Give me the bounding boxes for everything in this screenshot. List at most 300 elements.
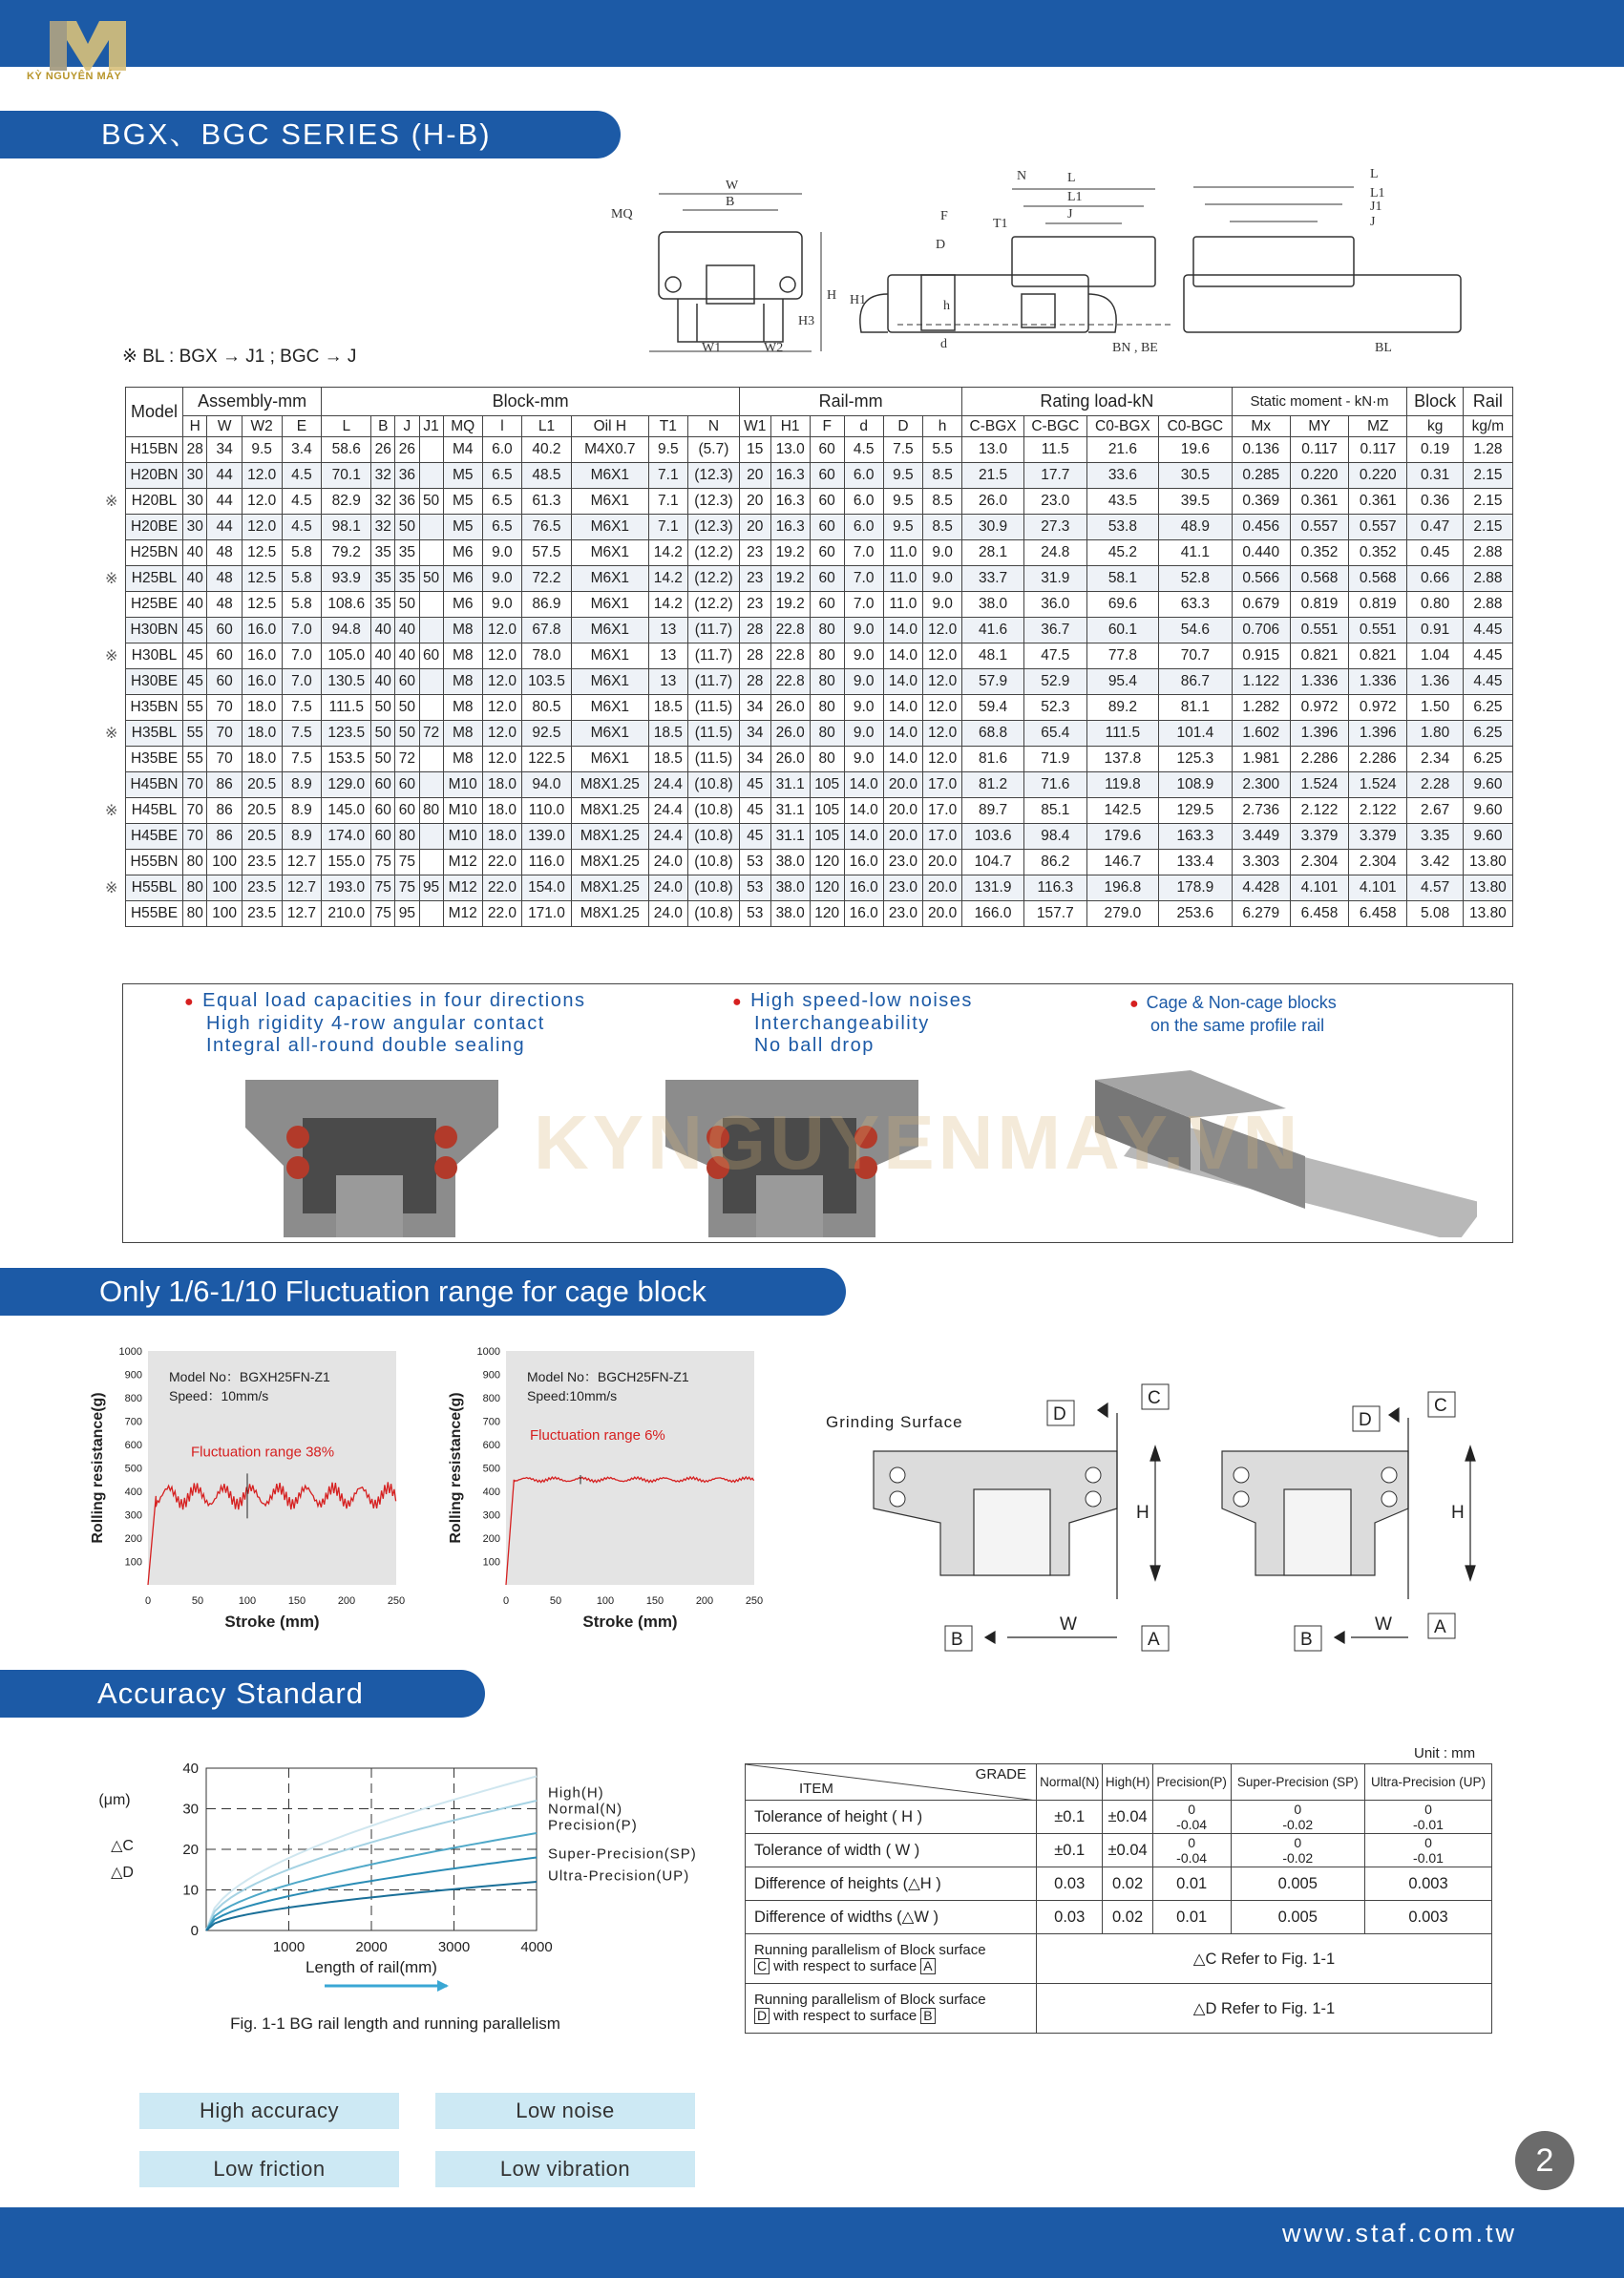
parallelism-text: with respect to surface — [773, 2008, 917, 2024]
table-cell: 70 — [183, 772, 207, 798]
table-cell: 50 — [395, 695, 419, 721]
table-cell: 12.7 — [282, 901, 322, 927]
table-cell: 23.5 — [242, 901, 282, 927]
table-cell: 18.5 — [648, 695, 687, 721]
column-header: B — [371, 416, 395, 437]
table-cell: 0.005 — [1231, 1901, 1364, 1934]
table-cell: 50 — [371, 695, 395, 721]
series-label: Precision(P) — [548, 1817, 638, 1834]
table-cell: 0.03 — [1037, 1901, 1103, 1934]
table-cell: 36 — [395, 463, 419, 489]
table-cell: 75 — [371, 901, 395, 927]
table-cell: 93.9 — [322, 566, 371, 592]
table-cell: 108.6 — [322, 592, 371, 618]
table-cell: 12.0 — [482, 695, 521, 721]
table-cell: 0.01 — [1152, 1867, 1231, 1901]
column-header: Oil H — [571, 416, 648, 437]
table-cell: 21.6 — [1086, 437, 1158, 463]
table-cell: M6X1 — [571, 592, 648, 618]
table-cell: 22.8 — [770, 669, 810, 695]
table-row — [126, 669, 1513, 695]
column-header: E — [282, 416, 322, 437]
table-cell: 67.8 — [522, 618, 572, 643]
table-cell: 92.5 — [522, 721, 572, 747]
table-cell: 13.0 — [770, 437, 810, 463]
table-cell: 38.0 — [770, 875, 810, 901]
x-tick-label: 0 — [502, 1595, 510, 1607]
website-link[interactable]: www.staf.com.tw — [1281, 2219, 1517, 2247]
table-cell: 0 -0.01 — [1364, 1834, 1491, 1867]
table-cell: M8 — [443, 747, 482, 772]
table-cell: 34 — [207, 437, 242, 463]
table-cell: 12.0 — [242, 515, 282, 540]
table-cell: 23 — [739, 540, 770, 566]
table-cell: 0.117 — [1290, 437, 1348, 463]
table-cell: 31.1 — [770, 798, 810, 824]
table-cell: 26.0 — [962, 489, 1024, 515]
table-cell: M6X1 — [571, 489, 648, 515]
table-cell: 30.5 — [1159, 463, 1232, 489]
table-cell: 11.0 — [883, 592, 922, 618]
table-cell: 9.60 — [1463, 824, 1512, 850]
table-cell: 65.4 — [1023, 721, 1086, 747]
column-header: T1 — [648, 416, 687, 437]
table-cell: 53 — [739, 901, 770, 927]
svg-text:L1: L1 — [1067, 190, 1083, 204]
table-cell: 1.336 — [1349, 669, 1407, 695]
table-cell: M8 — [443, 669, 482, 695]
svg-text:H1: H1 — [850, 293, 867, 307]
table-cell: 2.15 — [1463, 463, 1512, 489]
table-cell: 34 — [739, 721, 770, 747]
table-cell: 20.5 — [242, 824, 282, 850]
model-cell: H20BE — [126, 515, 183, 540]
table-cell: 86.2 — [1023, 850, 1086, 875]
table-cell: 40 — [395, 618, 419, 643]
table-cell: 120 — [810, 875, 844, 901]
table-cell: 1.50 — [1407, 695, 1463, 721]
table-cell: 3.303 — [1232, 850, 1290, 875]
table-cell: 32 — [371, 515, 395, 540]
table-cell: 40 — [183, 540, 207, 566]
table-cell: 3.379 — [1290, 824, 1348, 850]
svg-text:L1: L1 — [1370, 186, 1385, 200]
table-cell: 70 — [207, 721, 242, 747]
table-cell: 35 — [371, 566, 395, 592]
table-cell: 0.19 — [1407, 437, 1463, 463]
table-cell: 9.5 — [242, 437, 282, 463]
surface-box: D — [754, 2008, 770, 2024]
table-cell: 14.0 — [883, 721, 922, 747]
table-cell: 12.0 — [242, 463, 282, 489]
table-cell: 0.915 — [1232, 643, 1290, 669]
table-cell: 7.5 — [282, 747, 322, 772]
y-tick-label: 1000 — [476, 1346, 500, 1358]
svg-text:J: J — [1067, 207, 1073, 221]
table-row — [746, 1834, 1492, 1867]
table-cell: 0.36 — [1407, 489, 1463, 515]
table-cell: 14.0 — [844, 798, 883, 824]
table-cell: 86.9 — [522, 592, 572, 618]
table-cell: 40.2 — [522, 437, 572, 463]
grade-item-corner — [746, 1764, 1037, 1801]
table-cell: 0.91 — [1407, 618, 1463, 643]
item-cell: Difference of heights (△H ) — [746, 1867, 1037, 1901]
table-cell: 18.5 — [648, 747, 687, 772]
table-cell: 0.285 — [1232, 463, 1290, 489]
table-cell: M8X1.25 — [571, 824, 648, 850]
y-tick-label: 10 — [182, 1882, 199, 1899]
table-cell: 253.6 — [1159, 901, 1232, 927]
range-label: Fluctuation range 38% — [191, 1444, 335, 1461]
column-header: C0-BGC — [1159, 416, 1232, 437]
table-cell: 0.456 — [1232, 515, 1290, 540]
table-cell: 31.1 — [770, 772, 810, 798]
table-cell: 9.0 — [923, 540, 962, 566]
table-cell: 40 — [183, 566, 207, 592]
table-cell: 45.2 — [1086, 540, 1158, 566]
ref-h-2: H — [1451, 1503, 1465, 1523]
table-cell: 2.304 — [1349, 850, 1407, 875]
brand-text: KỲ NGUYÊN MÁY — [27, 71, 122, 82]
feature-text: Cage & Non-cage blocks — [1146, 993, 1337, 1012]
table-cell: ±0.1 — [1037, 1801, 1103, 1834]
table-cell: 60 — [810, 489, 844, 515]
ref-c-2: C — [1434, 1396, 1447, 1416]
table-cell: 12.0 — [482, 618, 521, 643]
table-row — [126, 592, 1513, 618]
grade-label: GRADE — [975, 1766, 1026, 1782]
table-cell: (10.8) — [687, 901, 739, 927]
table-cell: 30.9 — [962, 515, 1024, 540]
table-cell: 9.5 — [648, 437, 687, 463]
page-number: 2 — [1515, 2131, 1574, 2190]
table-cell: 94.0 — [522, 772, 572, 798]
table-cell: 32 — [371, 463, 395, 489]
table-cell: (12.2) — [687, 592, 739, 618]
table-cell: 0.972 — [1290, 695, 1348, 721]
group-block: Block-mm — [322, 388, 740, 416]
grinding-surface-diagram — [821, 1380, 1489, 1656]
table-cell: 20.0 — [883, 798, 922, 824]
table-cell — [419, 669, 443, 695]
table-cell: 80 — [810, 643, 844, 669]
table-cell: 76.5 — [522, 515, 572, 540]
table-cell: 9.5 — [883, 515, 922, 540]
table-cell: (10.8) — [687, 772, 739, 798]
table-cell: M5 — [443, 489, 482, 515]
column-header: J1 — [419, 416, 443, 437]
fluct-chart-1 — [81, 1332, 425, 1647]
table-cell: 6.458 — [1349, 901, 1407, 927]
feature-text: on the same profile rail — [1150, 1016, 1325, 1035]
table-cell: 0.66 — [1407, 566, 1463, 592]
table-cell: 31.9 — [1023, 566, 1086, 592]
tag-low-vibration: Low vibration — [435, 2151, 695, 2187]
table-row — [126, 747, 1513, 772]
table-cell: (11.7) — [687, 643, 739, 669]
y-axis-title: Rolling resistance(g) — [90, 1392, 106, 1544]
item-label: ITEM — [799, 1781, 833, 1797]
table-cell: 80 — [183, 901, 207, 927]
table-cell: 22.0 — [482, 901, 521, 927]
table-cell: (10.8) — [687, 850, 739, 875]
table-cell: 9.0 — [482, 540, 521, 566]
table-cell: 12.0 — [482, 643, 521, 669]
x-tick-label: 100 — [238, 1595, 257, 1607]
table-cell: 80.5 — [522, 695, 572, 721]
table-cell: 16.3 — [770, 463, 810, 489]
column-header: F — [810, 416, 844, 437]
table-cell: M6X1 — [571, 747, 648, 772]
table-cell: M4 — [443, 437, 482, 463]
y-tick-label: 700 — [124, 1416, 142, 1428]
table-cell: (11.5) — [687, 695, 739, 721]
table-cell: 9.0 — [923, 592, 962, 618]
y-tick-label: 200 — [124, 1533, 142, 1545]
table-cell: 20.0 — [923, 875, 962, 901]
speed-line: Speed:10mm/s — [527, 1388, 618, 1403]
table-cell: 50 — [371, 721, 395, 747]
y-tick-label: 1000 — [118, 1346, 142, 1358]
table-cell: 0.220 — [1290, 463, 1348, 489]
ref-b: B — [951, 1630, 963, 1650]
table-cell: 0.557 — [1349, 515, 1407, 540]
table-cell: (10.8) — [687, 798, 739, 824]
table-cell: (11.7) — [687, 669, 739, 695]
table-cell: 2.67 — [1407, 798, 1463, 824]
table-cell: 34 — [739, 747, 770, 772]
table-cell: 12.0 — [482, 669, 521, 695]
series-title: BGX、BGC SERIES (H-B) — [0, 111, 621, 158]
table-cell: 0 -0.02 — [1231, 1801, 1364, 1834]
table-cell: 26.0 — [770, 721, 810, 747]
svg-text:T1: T1 — [993, 217, 1008, 231]
chart-caption: Fig. 1-1 BG rail length and running parallelism — [230, 2014, 560, 2033]
table-cell: 196.8 — [1086, 875, 1158, 901]
table-cell: 8.9 — [282, 798, 322, 824]
table-cell — [419, 515, 443, 540]
dimension-drawings — [611, 160, 1528, 361]
table-cell — [419, 592, 443, 618]
parallelism-ref: △C Refer to Fig. 1-1 — [1037, 1934, 1492, 1984]
table-cell: 60 — [207, 618, 242, 643]
model-cell: H45BE — [126, 824, 183, 850]
x-tick-label: 50 — [191, 1595, 204, 1607]
table-row — [746, 1801, 1492, 1834]
table-cell: 0.003 — [1364, 1867, 1491, 1901]
table-cell: 129.0 — [322, 772, 371, 798]
table-cell: 0.551 — [1349, 618, 1407, 643]
table-cell: 38.0 — [770, 901, 810, 927]
series-label: Normal(N) — [548, 1801, 623, 1818]
table-cell: 8.9 — [282, 772, 322, 798]
feature-group-1 — [184, 990, 585, 1057]
model-cell: H30BN — [126, 618, 183, 643]
tag-low-noise: Low noise — [435, 2093, 695, 2129]
table-cell: 1.524 — [1290, 772, 1348, 798]
table-cell: 57.9 — [962, 669, 1024, 695]
table-cell: 2.304 — [1290, 850, 1348, 875]
table-cell: 2.34 — [1407, 747, 1463, 772]
model-line: Model No：BGXH25FN-Z1 — [169, 1369, 330, 1384]
table-cell: 23.0 — [883, 875, 922, 901]
svg-text:W: W — [726, 179, 739, 193]
row-mark-icon: ※ — [105, 494, 118, 510]
table-cell: (11.7) — [687, 618, 739, 643]
table-cell: 0 -0.04 — [1152, 1801, 1231, 1834]
table-cell: 70 — [183, 798, 207, 824]
table-cell: M10 — [443, 772, 482, 798]
table-cell: 23 — [739, 592, 770, 618]
table-cell: 80 — [810, 669, 844, 695]
table-row — [126, 824, 1513, 850]
table-cell: 3.4 — [282, 437, 322, 463]
table-cell: 16.0 — [844, 875, 883, 901]
table-cell: 63.3 — [1159, 592, 1232, 618]
table-cell: 54.6 — [1159, 618, 1232, 643]
table-cell: 40 — [395, 643, 419, 669]
table-cell: 12.0 — [482, 721, 521, 747]
model-cell: H55BN — [126, 850, 183, 875]
table-cell: 2.88 — [1463, 540, 1512, 566]
table-cell: 193.0 — [322, 875, 371, 901]
svg-text:L: L — [1370, 167, 1379, 181]
table-cell: 2.736 — [1232, 798, 1290, 824]
table-cell: 35 — [371, 540, 395, 566]
column-header: l — [482, 416, 521, 437]
table-row — [126, 437, 1513, 463]
spec-table — [125, 387, 1513, 927]
top-bar — [0, 0, 1624, 67]
table-cell: 95.4 — [1086, 669, 1158, 695]
model-cell: H15BN — [126, 437, 183, 463]
table-cell: 137.8 — [1086, 747, 1158, 772]
table-cell: 9.60 — [1463, 798, 1512, 824]
table-cell: 18.0 — [242, 721, 282, 747]
table-cell: 1.602 — [1232, 721, 1290, 747]
table-cell: 40 — [183, 592, 207, 618]
table-cell: 0.819 — [1290, 592, 1348, 618]
table-cell: M12 — [443, 901, 482, 927]
table-cell: 9.0 — [482, 566, 521, 592]
table-cell: 80 — [810, 695, 844, 721]
table-cell: 166.0 — [962, 901, 1024, 927]
y-tick-label: 100 — [482, 1556, 500, 1569]
table-cell: 7.1 — [648, 463, 687, 489]
y-axis-title: △C — [111, 1838, 134, 1854]
table-cell: 0.821 — [1349, 643, 1407, 669]
feature-text: High speed-low noises — [750, 990, 973, 1011]
table-cell: 48 — [207, 566, 242, 592]
table-cell: 139.0 — [522, 824, 572, 850]
table-cell: 20.0 — [883, 824, 922, 850]
table-cell: 9.5 — [883, 463, 922, 489]
table-cell: M6X1 — [571, 721, 648, 747]
table-cell: 4.101 — [1349, 875, 1407, 901]
table-cell: 86 — [207, 798, 242, 824]
column-header: W2 — [242, 416, 282, 437]
table-cell: (11.5) — [687, 721, 739, 747]
table-cell: 12.0 — [923, 669, 962, 695]
table-cell: 105 — [810, 824, 844, 850]
table-cell: 17.0 — [923, 798, 962, 824]
table-cell: 89.7 — [962, 798, 1024, 824]
column-header: Mx — [1232, 416, 1290, 437]
table-cell: 18.0 — [482, 798, 521, 824]
table-cell: 40 — [371, 618, 395, 643]
parallelism-line2 — [754, 1958, 1036, 1974]
ref-d-2: D — [1359, 1410, 1372, 1430]
table-cell: 7.5 — [282, 721, 322, 747]
table-cell: 14.2 — [648, 540, 687, 566]
table-cell: M6X1 — [571, 540, 648, 566]
table-row — [126, 463, 1513, 489]
column-header: C0-BGX — [1086, 416, 1158, 437]
table-cell: 6.458 — [1290, 901, 1348, 927]
item-cell: Tolerance of height ( H ) — [746, 1801, 1037, 1834]
table-cell: 89.2 — [1086, 695, 1158, 721]
ref-d: D — [1053, 1404, 1066, 1424]
table-cell: 103.6 — [962, 824, 1024, 850]
table-cell: 23.0 — [883, 901, 922, 927]
table-cell: 45 — [739, 824, 770, 850]
table-cell: 174.0 — [322, 824, 371, 850]
table-cell: 20.0 — [883, 772, 922, 798]
table-cell: 22.8 — [770, 643, 810, 669]
y-tick-label: 0 — [190, 1923, 199, 1939]
table-cell: 60 — [371, 798, 395, 824]
table-cell: 75 — [371, 850, 395, 875]
model-cell: H35BE — [126, 747, 183, 772]
group-block-weight: Block — [1407, 388, 1463, 416]
table-cell: 0.679 — [1232, 592, 1290, 618]
bullet-icon: ● — [1129, 996, 1139, 1012]
accuracy-title: Accuracy Standard — [0, 1670, 485, 1718]
table-cell: 80 — [810, 747, 844, 772]
table-row — [126, 798, 1513, 824]
ref-c: C — [1148, 1388, 1161, 1408]
table-cell: 14.2 — [648, 566, 687, 592]
surface-box: A — [920, 1958, 935, 1974]
table-cell: 5.8 — [282, 540, 322, 566]
fluct-chart-2-svg — [439, 1332, 783, 1647]
table-cell: 116.3 — [1023, 875, 1086, 901]
table-row — [126, 695, 1513, 721]
table-cell: 0.117 — [1349, 437, 1407, 463]
table-cell: 22.0 — [482, 875, 521, 901]
table-cell — [419, 824, 443, 850]
table-cell: 30 — [183, 515, 207, 540]
table-cell: 12.0 — [923, 721, 962, 747]
table-cell: M4X0.7 — [571, 437, 648, 463]
table-cell: 120 — [810, 901, 844, 927]
table-cell: 0.551 — [1290, 618, 1348, 643]
table-cell: 45 — [739, 772, 770, 798]
parallelism-line1: Running parallelism of Block surface — [754, 1992, 986, 2008]
table-cell: 52.9 — [1023, 669, 1086, 695]
y-tick-label: 800 — [124, 1393, 142, 1404]
table-cell: 52.8 — [1159, 566, 1232, 592]
table-cell: 4.5 — [282, 463, 322, 489]
table-cell: 1.28 — [1463, 437, 1512, 463]
table-row — [126, 875, 1513, 901]
parallelism-row — [746, 1984, 1492, 2034]
table-cell: 60 — [395, 798, 419, 824]
table-cell: 2.15 — [1463, 515, 1512, 540]
table-cell: 36.7 — [1023, 618, 1086, 643]
table-cell — [419, 747, 443, 772]
